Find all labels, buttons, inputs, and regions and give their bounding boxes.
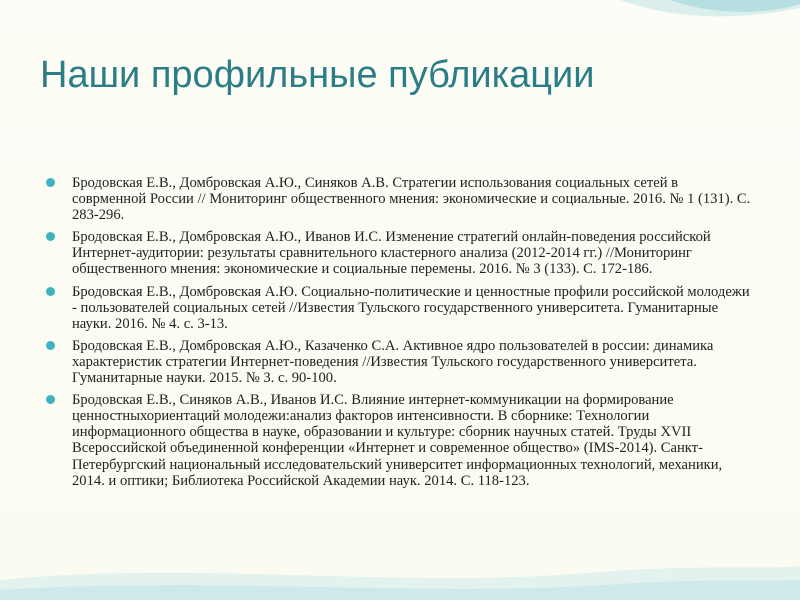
publication-text: Бродовская Е.В., Домбровская А.Ю. Социально-политические и ценностные профили российской молодежи - пользователей социальных сетей //Известия Тульского государственного университета. Гуманитарные науки. 2016. № 4. с. 3-13. (72, 283, 750, 332)
list-item (46, 175, 751, 223)
list-item (46, 392, 751, 489)
round-bullet-icon (46, 232, 55, 241)
list-item (46, 338, 751, 386)
publication-text: Бродовская Е.В., Синяков А.В., Иванов И.С. Влияние интернет-коммуникации на формирование ценностныхориентаций молодежи:анализ факторов интенсивности. В сборнике: Технологии информационного общества в науке, образовании и культуре: сборник научных статей. Труды XVII Всероссийской объединенной конференции «Интернет и современное общество» (IMS-2014). Санкт-Петербургский национальный исследовательский университет информационных технологий, механики, 2014. и оптики; Библиотека Российской Академии наук. 2014. С. 118-123. (72, 392, 723, 489)
list-item (46, 229, 751, 277)
round-bullet-icon (46, 178, 55, 187)
round-bullet-icon (46, 341, 55, 350)
list-item (46, 284, 751, 332)
round-bullet-icon (46, 395, 55, 404)
publication-text: Бродовская Е.В., Домбровская А.Ю., Иванов И.С. Изменение стратегий онлайн-поведения российской Интернет-аудитории: результаты сравнительного кластерного анализа (2012-2014 гг.) //Мониторинг общественного мнения: экономические и социальные перемены. 2016. № 3 (133). С. 172-186. (72, 229, 711, 278)
publication-text: Бродовская Е.В., Домбровская А.Ю., Синяков А.В. Стратегии использования социальных сетей в соврменной России // Мониторинг общественного мнения: экономические и социальные. 2016. № 1 (131). С. 283-296. (72, 175, 751, 224)
bottom-wave-decoration (0, 550, 800, 600)
slide-title: Наши профильные публикации (40, 54, 595, 96)
publication-text: Бродовская Е.В., Домбровская А.Ю., Казаченко С.А. Активное ядро пользователей в россии: динамика характеристик стратегии Интернет-поведения //Известия Тульского государственного университета. Гуманитарные науки. 2015. № 3. с. 90-100. (72, 337, 714, 387)
round-bullet-icon (46, 287, 55, 296)
publication-list (46, 175, 751, 495)
